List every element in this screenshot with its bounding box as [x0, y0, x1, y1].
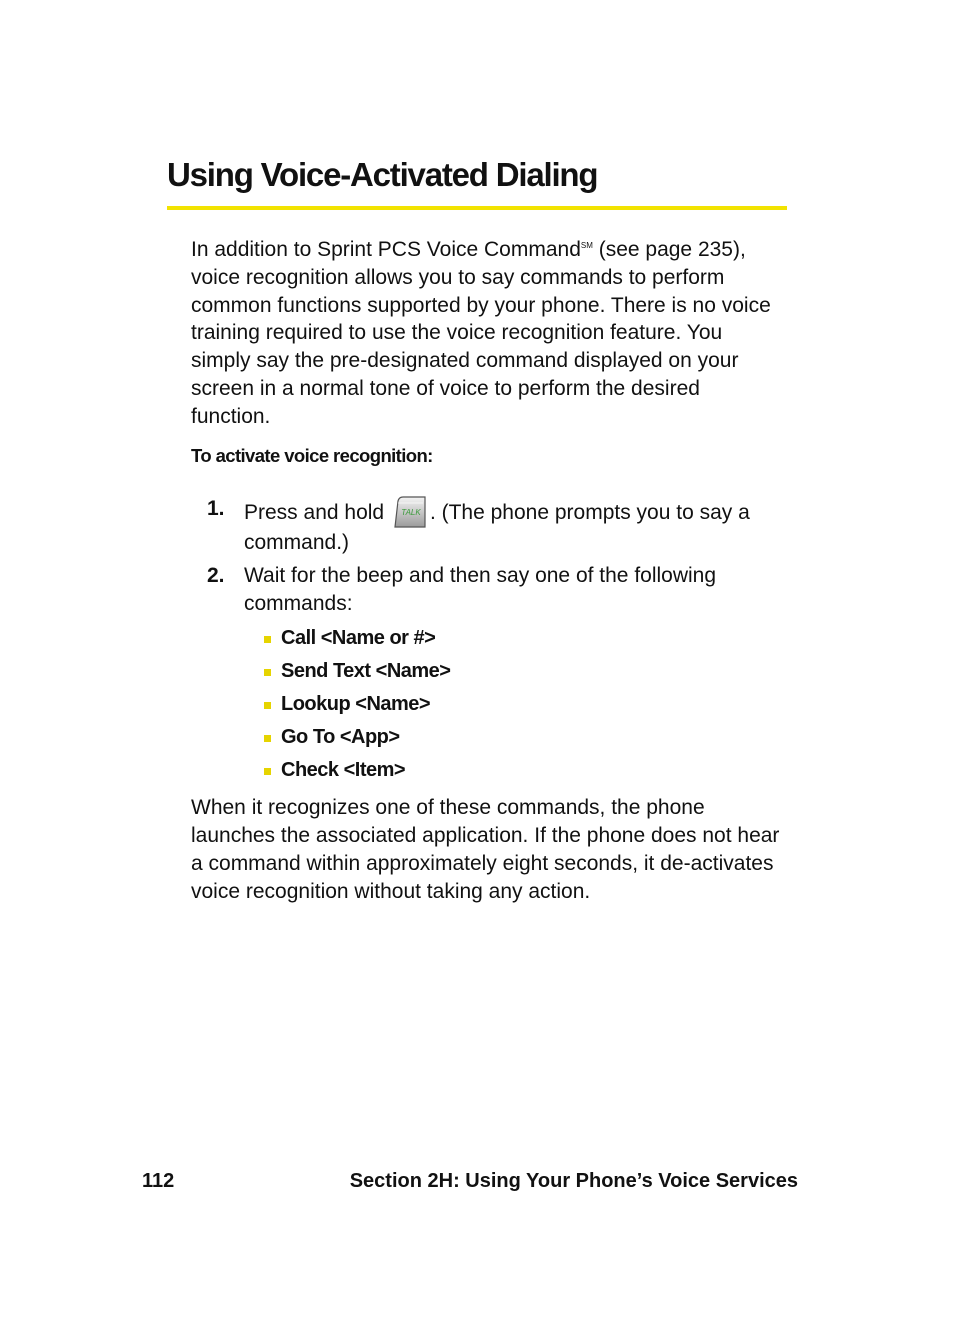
page-title: Using Voice-Activated Dialing	[167, 156, 598, 193]
list-item: Send Text <Name>	[262, 657, 450, 690]
step-1-text-start: Press and hold	[244, 501, 390, 524]
page-number: 112	[142, 1170, 175, 1192]
intro-text-rest: (see page 235), voice recognition allows you to say commands to perform common functions supported by your phone. There is no voice training required to use the voice recognition feature. You simply say the pre-designated command displayed on your screen in a normal tone of voice to perform the desired function.	[191, 238, 771, 428]
step-text: Wait for the beep and then say one of the following commands:	[244, 564, 717, 615]
bullet-square-icon	[264, 702, 271, 709]
list-item: Call <Name or #>	[262, 624, 450, 657]
service-mark: SM	[580, 241, 593, 250]
intro-paragraph	[191, 236, 781, 431]
procedure-heading: To activate voice recognition:	[191, 445, 433, 466]
command-list	[262, 624, 450, 789]
bullet-square-icon	[264, 669, 271, 676]
bullet-square-icon	[264, 735, 271, 742]
title-underline	[167, 206, 787, 210]
step-number: 1.	[207, 497, 225, 520]
step-text	[244, 495, 774, 557]
section-title: Section 2H: Using Your Phone’s Voice Services	[349, 1170, 798, 1192]
list-item: Check <Item>	[262, 756, 450, 789]
talk-key-label: TALK	[401, 508, 421, 517]
bullet-square-icon	[264, 768, 271, 775]
intro-text-start: In addition to Sprint PCS Voice Command	[191, 238, 581, 261]
step-number: 2.	[207, 564, 225, 587]
list-item: Go To <App>	[262, 723, 450, 756]
bullet-square-icon	[264, 636, 271, 643]
list-item: Lookup <Name>	[262, 690, 450, 723]
closing-paragraph: When it recognizes one of these commands, the phone launches the associated application. If the phone does not hear a command within approximately eight seconds, it de-activates voice recognition without taking any action.	[191, 796, 780, 903]
step-1-text-end: . (The phone prompts you to say a command.)	[244, 501, 750, 554]
talk-key-icon	[392, 495, 428, 529]
